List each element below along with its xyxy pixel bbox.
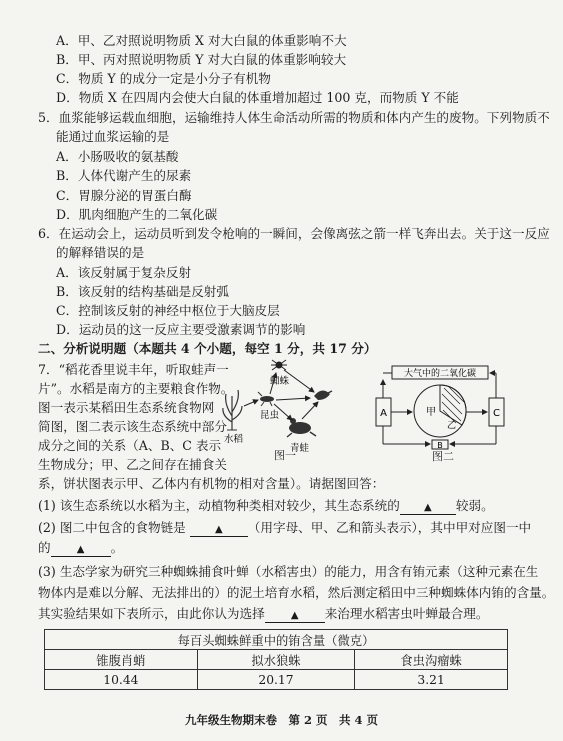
q7-sub3-text: 其实验结果如下表所示，由此你认为选择 — [38, 606, 265, 621]
q6-stem-line1: 6．在运动会上，运动员听到发令枪响的一瞬间，会像离弦之箭一样飞奔出去。关于这一反应 — [38, 226, 550, 241]
q5-option-a: A．小肠吸收的氨基酸 — [56, 149, 179, 164]
q7-sub1-text-after: 较弱。 — [455, 498, 494, 513]
q7-para-line5: 成分之间的关系（A、B、C 表示 — [38, 438, 222, 453]
section-2-heading: 二、分析说明题（本题共 4 个小题，每空 1 分，共 17 分） — [38, 341, 377, 356]
q7-sub2-text-line2: 的 — [38, 540, 51, 555]
table-header-row — [45, 630, 508, 650]
q7-sub3-text-after: 来治理水稻害虫叶蝉最合理。 — [324, 606, 489, 621]
table-value-1: 10.44 — [45, 670, 198, 690]
table-title: 每百头蜘蛛鲜重中的铕含量（微克） — [45, 630, 508, 650]
q4-option-b: B．甲、丙对照说明物质 Y 对大白鼠的体重影响较大 — [56, 52, 347, 67]
q7-sub1-blank[interactable] — [400, 499, 456, 515]
q5-stem-line2: 能通过血浆运输的是 — [56, 129, 170, 144]
rice-plant-icon — [223, 390, 242, 430]
fig1-label-insect: 昆虫 — [260, 410, 280, 421]
figure-1-caption: 图一 — [274, 449, 296, 462]
q7-sub1-text: (1) 该生态系统以水稻为主，动植物种类相对较少，其生态系统的 — [38, 498, 400, 513]
insect-icon — [258, 392, 274, 406]
q7-sub2-line2: 的 ▲ 。 — [38, 540, 124, 555]
page-footer: 九年级生物期末卷 第 2 页 共 4 页 — [184, 713, 379, 727]
frog-icon — [287, 418, 316, 437]
table-value-3: 3.21 — [355, 670, 508, 690]
q5-option-c: C．胃腺分泌的胃蛋白酶 — [56, 188, 192, 203]
fig2-label-yi: 乙 — [447, 421, 457, 431]
fig1-label-spider: 蜘蛛 — [270, 376, 290, 387]
fig2-co2-label: 大气中的二氧化碳 — [403, 369, 477, 379]
q6-stem-line2: 的解释错误的是 — [56, 245, 145, 260]
table-col-spider-1: 锥腹肖蛸 — [45, 650, 198, 670]
q7-sub3-line1: (3) 生态学家为研究三种蜘蛛捕食叶蝉（水稻害虫）的能力，用含有铕元素（这种元素在生 — [38, 564, 539, 579]
q6-option-c: C．控制该反射的神经中枢位于大脑皮层 — [56, 303, 280, 318]
q7-sub3-blank[interactable] — [265, 607, 325, 623]
q7-para-line3: 图一表示某稻田生态系统食物网 — [38, 400, 215, 415]
figure-2-caption: 图二 — [432, 450, 454, 463]
q7-sub3-line2: 物体内是难以分解、无法排出的）的泥土培育水稻，然后测定稻田中三种蜘蛛体内铕的含量。 — [38, 585, 555, 600]
answer-marker-icon: ▲ — [424, 502, 432, 513]
figure-2-diagram — [372, 364, 508, 450]
table-col-spider-2: 拟水狼蛛 — [197, 650, 354, 670]
q5-stem-line1: 5．血浆能够运载血细胞，运输维持人体生命活动所需的物质和体内产生的废物。下列物质不 — [38, 110, 550, 125]
q4-option-c: C．物质 Y 的成分一定是小分子有机物 — [56, 71, 271, 86]
q7-sub2-text: (2) 图二中包含的食物链是 — [38, 520, 186, 535]
q7-sub2 — [38, 520, 531, 537]
q7-para-line7: 系，饼状图表示甲、乙体内有机物的相对含量）。请据图回答： — [38, 476, 385, 491]
q6-option-d: D．运动员的这一反应主要受激素调节的影响 — [56, 322, 306, 337]
q5-option-b: B．人体代谢产生的尿素 — [56, 168, 192, 183]
answer-marker-icon: ▲ — [76, 544, 85, 555]
bird-icon — [314, 390, 332, 400]
table-col-spider-3: 食虫沟瘤蛛 — [355, 650, 508, 670]
figure-1-food-web — [222, 356, 350, 460]
table-row — [45, 670, 508, 690]
q7-para-line4: 简图，图二表示该生态系统中部分 — [38, 419, 227, 434]
q7-sub3-line3 — [38, 606, 488, 623]
answer-marker-icon: ▲ — [290, 610, 299, 621]
answer-marker-icon: ▲ — [214, 524, 223, 535]
fig2-label-b: B — [437, 441, 443, 450]
q6-option-b: B．该反射的结构基础是反射弧 — [56, 284, 229, 299]
table-row — [45, 650, 508, 670]
spider-icon — [271, 360, 287, 370]
fig1-label-frog: 青蛙 — [290, 443, 310, 454]
q7-para-line2: 片”。水稻是南方的主要粮食作物。 — [38, 381, 234, 396]
q7-sub2-blank-2[interactable] — [51, 541, 111, 557]
q5-option-d: D．肌肉细胞产生的二氧化碳 — [56, 207, 218, 222]
q4-option-a: A．甲、乙对照说明物质 X 对大白鼠的体重影响不大 — [56, 33, 347, 48]
fig2-label-jia: 甲 — [426, 407, 436, 418]
table-value-2: 20.17 — [197, 670, 354, 690]
europium-results-table — [44, 629, 508, 690]
q7-sub2-blank-1[interactable] — [190, 521, 248, 537]
q4-option-d: D．物质 X 在四周内会使大白鼠的体重增加超过 100 克，而物质 Y 不能 — [56, 90, 459, 105]
q6-option-a: A．该反射属于复杂反射 — [56, 265, 192, 280]
q7-para-line1: 7．“稻花香里说丰年，听取蛙声一 — [38, 362, 229, 377]
q7-sub1 — [38, 498, 494, 515]
q7-para-line6: 生物成分；甲、乙之间存在捕食关 — [38, 457, 227, 472]
fig2-label-c: C — [493, 408, 500, 419]
q7-sub2-text-mid: （用字母、甲、乙和箭头表示），其中甲对应图一中 — [247, 520, 532, 535]
fig2-label-a: A — [380, 408, 387, 419]
fig1-label-rice: 水稻 — [224, 434, 244, 445]
